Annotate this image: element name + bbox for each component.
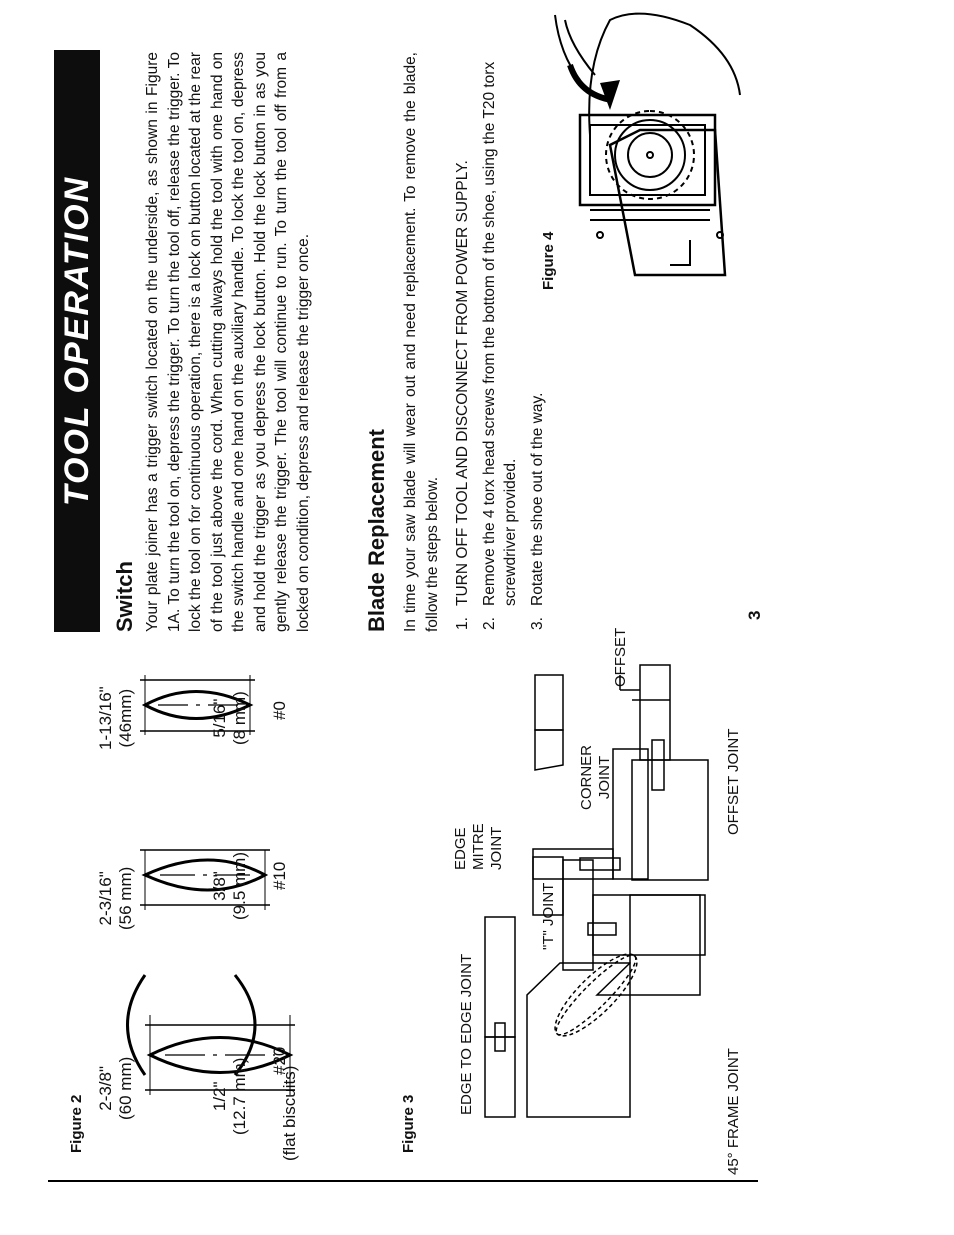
edge-mitre-line-3: JOINT [488,826,505,870]
width-metric-label: (9.5 mm) [230,852,249,920]
biscuit-10-number: #10 [270,861,289,890]
edge-board-2 [485,917,515,1037]
edge-mitre-line-1: EDGE [452,827,469,870]
t-board-1 [563,860,593,970]
frame-joint-label: 45° FRAME JOINT [725,1048,742,1175]
width-metric-label: (8 mm) [230,691,249,745]
offset-joint-label: OFFSET JOINT [725,728,742,835]
t-biscuit [588,923,616,935]
edge-to-edge-label: EDGE TO EDGE JOINT [458,953,475,1115]
mitre-board-2 [535,730,563,770]
blade-intro-text: In time your saw blade will wear out and need replacement. To remove the blade, follow the steps below. [402,52,441,632]
offset-biscuit [652,740,664,790]
offset-board-2 [640,665,670,760]
figure3-caption: Figure 3 [400,1094,417,1153]
offset-board-1 [632,760,708,880]
mitre-board-1 [533,857,563,915]
flat-biscuits-note: (flat biscuits) [280,1065,299,1161]
switch-text: Your plate joiner has a trigger switch located on the underside, as shown in Figure 1A. To turn the tool on, depress the trigger. To turn the tool off, release the trigger. To lock the tool on for continuous operation, there is a lock on button located at the rear of the tool just above the cord. When cutting always hold the tool with one hand on the switch handle and one hand on the auxiliary handle. To lock the tool on, depress and hold the trigger as you depress the lock button. Hold the lock button in as you gently release the trigger. The tool will continue to run. To turn the tool off from a locked on condition, depress and release the trigger once. [144,52,312,632]
page-title: TOOL OPERATION [58,175,96,507]
width-metric-label: (12.7 mm) [230,1057,249,1135]
length-metric-label: (60 mm) [116,1056,135,1120]
width-label: 1/2" [210,1081,229,1112]
blade-heading: Blade Replacement [364,429,389,632]
width-label: 3/8" [210,871,229,901]
length-metric-label: (56 mm) [116,866,135,930]
figure4-caption: Figure 4 [540,231,557,290]
biscuit-20-number: #20 [270,1046,289,1075]
step-number: 2. [480,617,498,630]
t-board-2 [593,895,705,955]
width-label: 5/16" [210,698,229,738]
step-text: TURN OFF TOOL AND DISCONNECT FROM POWER SUPPLY. [454,160,471,606]
length-label: 2-3/8" [96,1065,115,1111]
switch-heading: Switch [112,561,137,632]
step-number: 1. [454,617,471,630]
frame-board-2 [597,895,700,995]
length-label: 1-13/16" [96,686,115,750]
figure2-caption: Figure 2 [68,1094,85,1153]
length-metric-label: (46mm) [116,688,135,748]
page-number: 3 [745,610,764,620]
offset-label: OFFSET [612,627,629,687]
corner-line-1: CORNER [578,744,595,810]
corner-line-2: JOINT [596,755,613,800]
corner-board-1 [533,849,613,879]
frame-board-1 [527,963,630,1117]
corner-board-2 [613,749,648,879]
length-label: 2-3/16" [96,871,115,926]
step-number: 3. [528,617,546,630]
edge-board-1 [485,1037,515,1117]
t-joint-label: "T" JOINT [540,882,557,950]
step-text: Remove the 4 torx head screws from the bottom of the shoe, using the T20 torx screwdriver provided. [480,61,519,606]
biscuit-0-number: #0 [270,701,289,720]
edge-mitre-line-2: MITRE [470,823,487,870]
step-text: Rotate the shoe out of the way. [528,392,546,606]
